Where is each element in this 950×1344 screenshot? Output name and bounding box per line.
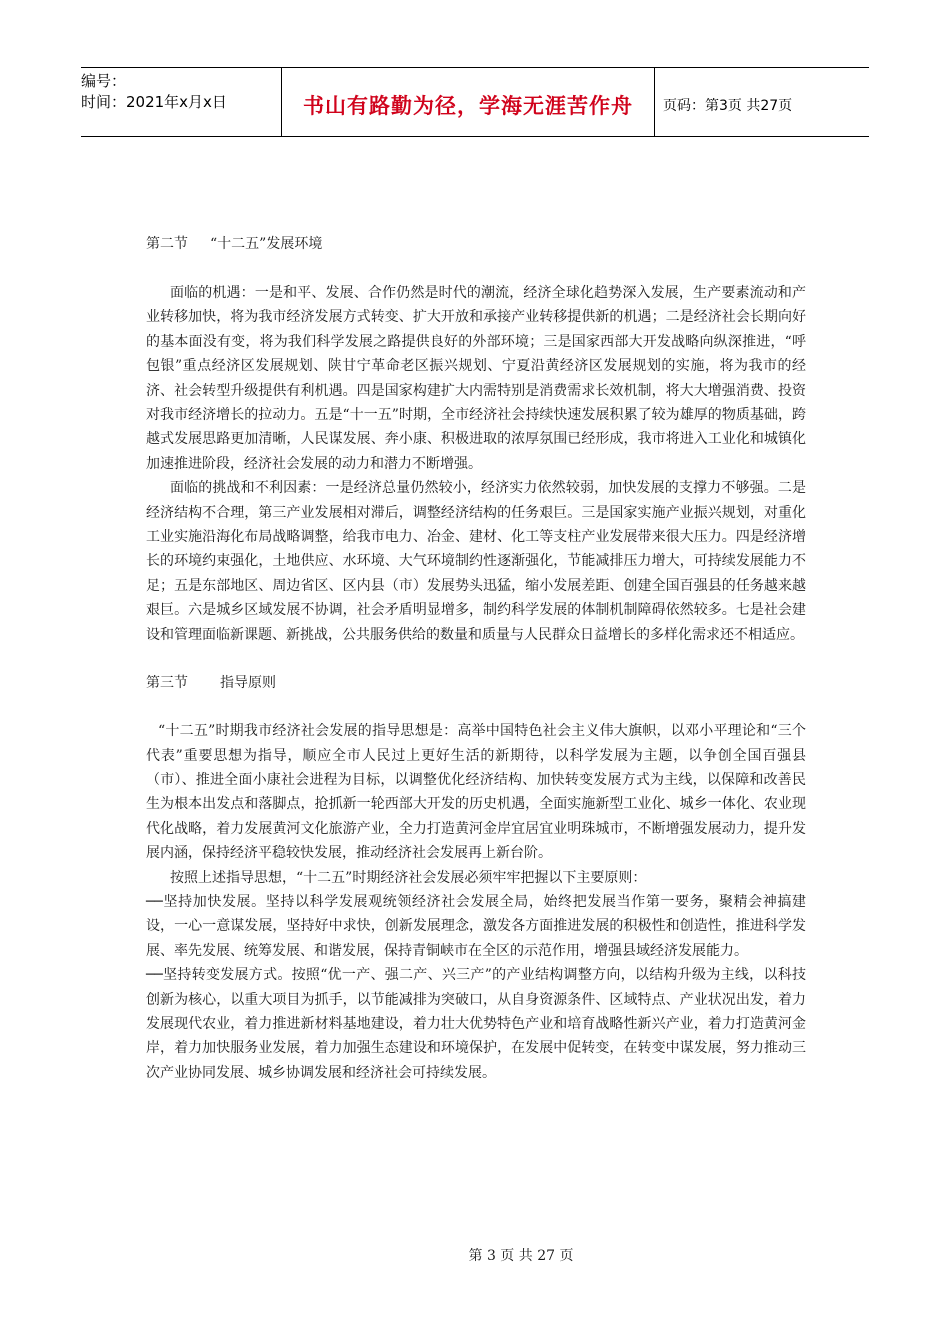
section-title: “十二五”发展环境 xyxy=(210,236,323,252)
section-heading-2 xyxy=(146,232,806,256)
header-page-info: 页码：第3页 共27页 xyxy=(663,98,793,114)
number-label: 编号： xyxy=(81,72,127,90)
paragraph: 面临的机遇：一是和平、发展、合作仍然是时代的潮流，经济全球化趋势深入发展，生产要素流动和产业转移加快，将为我市经济发展方式转变、扩大开放和承接产业转移提供新的机遇；二是经济社会长期向好的基本面没有变，将为我们科学发展之路提供良好的外部环境；三是国家西部大开发战略向纵深推进，“呼包银”重点经济区发展规划、陕甘宁革命老区振兴规划、宁夏沿黄经济区发展规划的实施，将为我市的经济、社会转型升级提供有利机遇。四是国家构建扩大内需特别是消费需求长效机制，将大大增强消费、投资对我市经济增长的拉动力。五是“十一五”时期，全市经济社会持续快速发展积累了较为雄厚的物质基础，跨越式发展思路更加清晰，人民谋发展、奔小康、积极进取的浓厚氛围已经形成，我市将进入工业化和城镇化加速推进阶段，经济社会发展的动力和潜力不断增强。 xyxy=(146,285,806,472)
section-number: 第三节 xyxy=(146,675,188,692)
paragraph: 按照上述指导思想，“十二五”时期经济社会发展必须牢牢把握以下主要原则： xyxy=(170,869,647,886)
header-meta xyxy=(81,68,281,136)
paragraph: ──坚持加快发展。坚持以科学发展观统领经济社会发展全局，始终把发展当作第一要务，聚精会神搞建设，一心一意谋发展，坚持好中求快，创新发展理念，激发各方面推进发展的积极性和创造性，推进科学发展、率先发展、统筹发展、和谐发展，保持青铜峡市在全区的示范作用，增强县域经济发展能力。 xyxy=(146,893,806,959)
date-label: 时间：2021年x月x日 xyxy=(81,93,227,111)
section-title: 指导原则 xyxy=(220,675,276,692)
document-body xyxy=(146,232,806,1085)
paragraph: ──坚持转变发展方式。按照“优一产、强二产、兴三产”的产业结构调整方向，以结构升级为主线，以科技创新为核心，以重大项目为抓手，以节能减排为突破口，从自身资源条件、区域特点、产业状况出发，着力发展现代农业，着力推进新材料基地建设，着力壮大优势特色产业和培育战略性新兴产业，着力打造黄河金岸，着力加快服务业发展，着力加强生态建设和环境保护，在发展中促转变，在转变中谋发展，努力推动三次产业协同发展、城乡协调发展和经济社会可持续发展。 xyxy=(146,967,806,1081)
paragraph: “十二五”时期我市经济社会发展的指导思想是：高举中国特色社会主义伟大旗帜，以邓小平理论和“三个代表”重要思想为指导，顺应全市人民过上更好生活的新期待，以科学发展为主题，以争创全国百强县（市）、推进全面小康社会进程为目标，以调整优化经济结构、加快转变发展方式为主线，以保障和改善民生为根本出发点和落脚点，抢抓新一轮西部大开发的历史机遇，全面实施新型工业化、城乡一体化、农业现代化战略，着力发展黄河文化旅游产业，全力打造黄河金岸宜居宜业明珠城市，不断增强发展动力，提升发展内涵，保持经济平稳较快发展，推动经济社会发展再上新台阶。 xyxy=(146,723,806,862)
document-header xyxy=(81,67,869,137)
paragraph: 面临的挑战和不利因素：一是经济总量仍然较小，经济实力依然较弱，加快发展的支撑力不够强。二是经济结构不合理，第三产业发展相对滞后，调整经济结构的任务艰巨。三是国家实施产业振兴规划，对重化工业实施沿海化布局战略调整，给我市电力、冶金、建材、化工等支柱产业发展带来很大压力。四是经济增长的环境约束强化，土地供应、水环境、大气环境制约性逐渐强化，节能减排压力增大，可持续发展能力不足；五是东部地区、周边省区、区内县（市）发展势头迅猛，缩小发展差距、创建全国百强县的任务越来越艰巨。六是城乡区域发展不协调，社会矛盾明显增多，制约科学发展的体制机制障碍依然较多。七是社会建设和管理面临新课题、新挑战，公共服务供给的数量和质量与人民群众日益增长的多样化需求还不相适应。 xyxy=(146,480,806,643)
section-number: 第二节 xyxy=(146,236,188,252)
footer-page-number: 第 3 页 共 27 页 xyxy=(468,1248,574,1264)
section-heading-3 xyxy=(146,671,806,695)
header-motto: 书山有路勤为径，学海无涯苦作舟 xyxy=(281,68,655,136)
page-footer xyxy=(0,1245,950,1265)
